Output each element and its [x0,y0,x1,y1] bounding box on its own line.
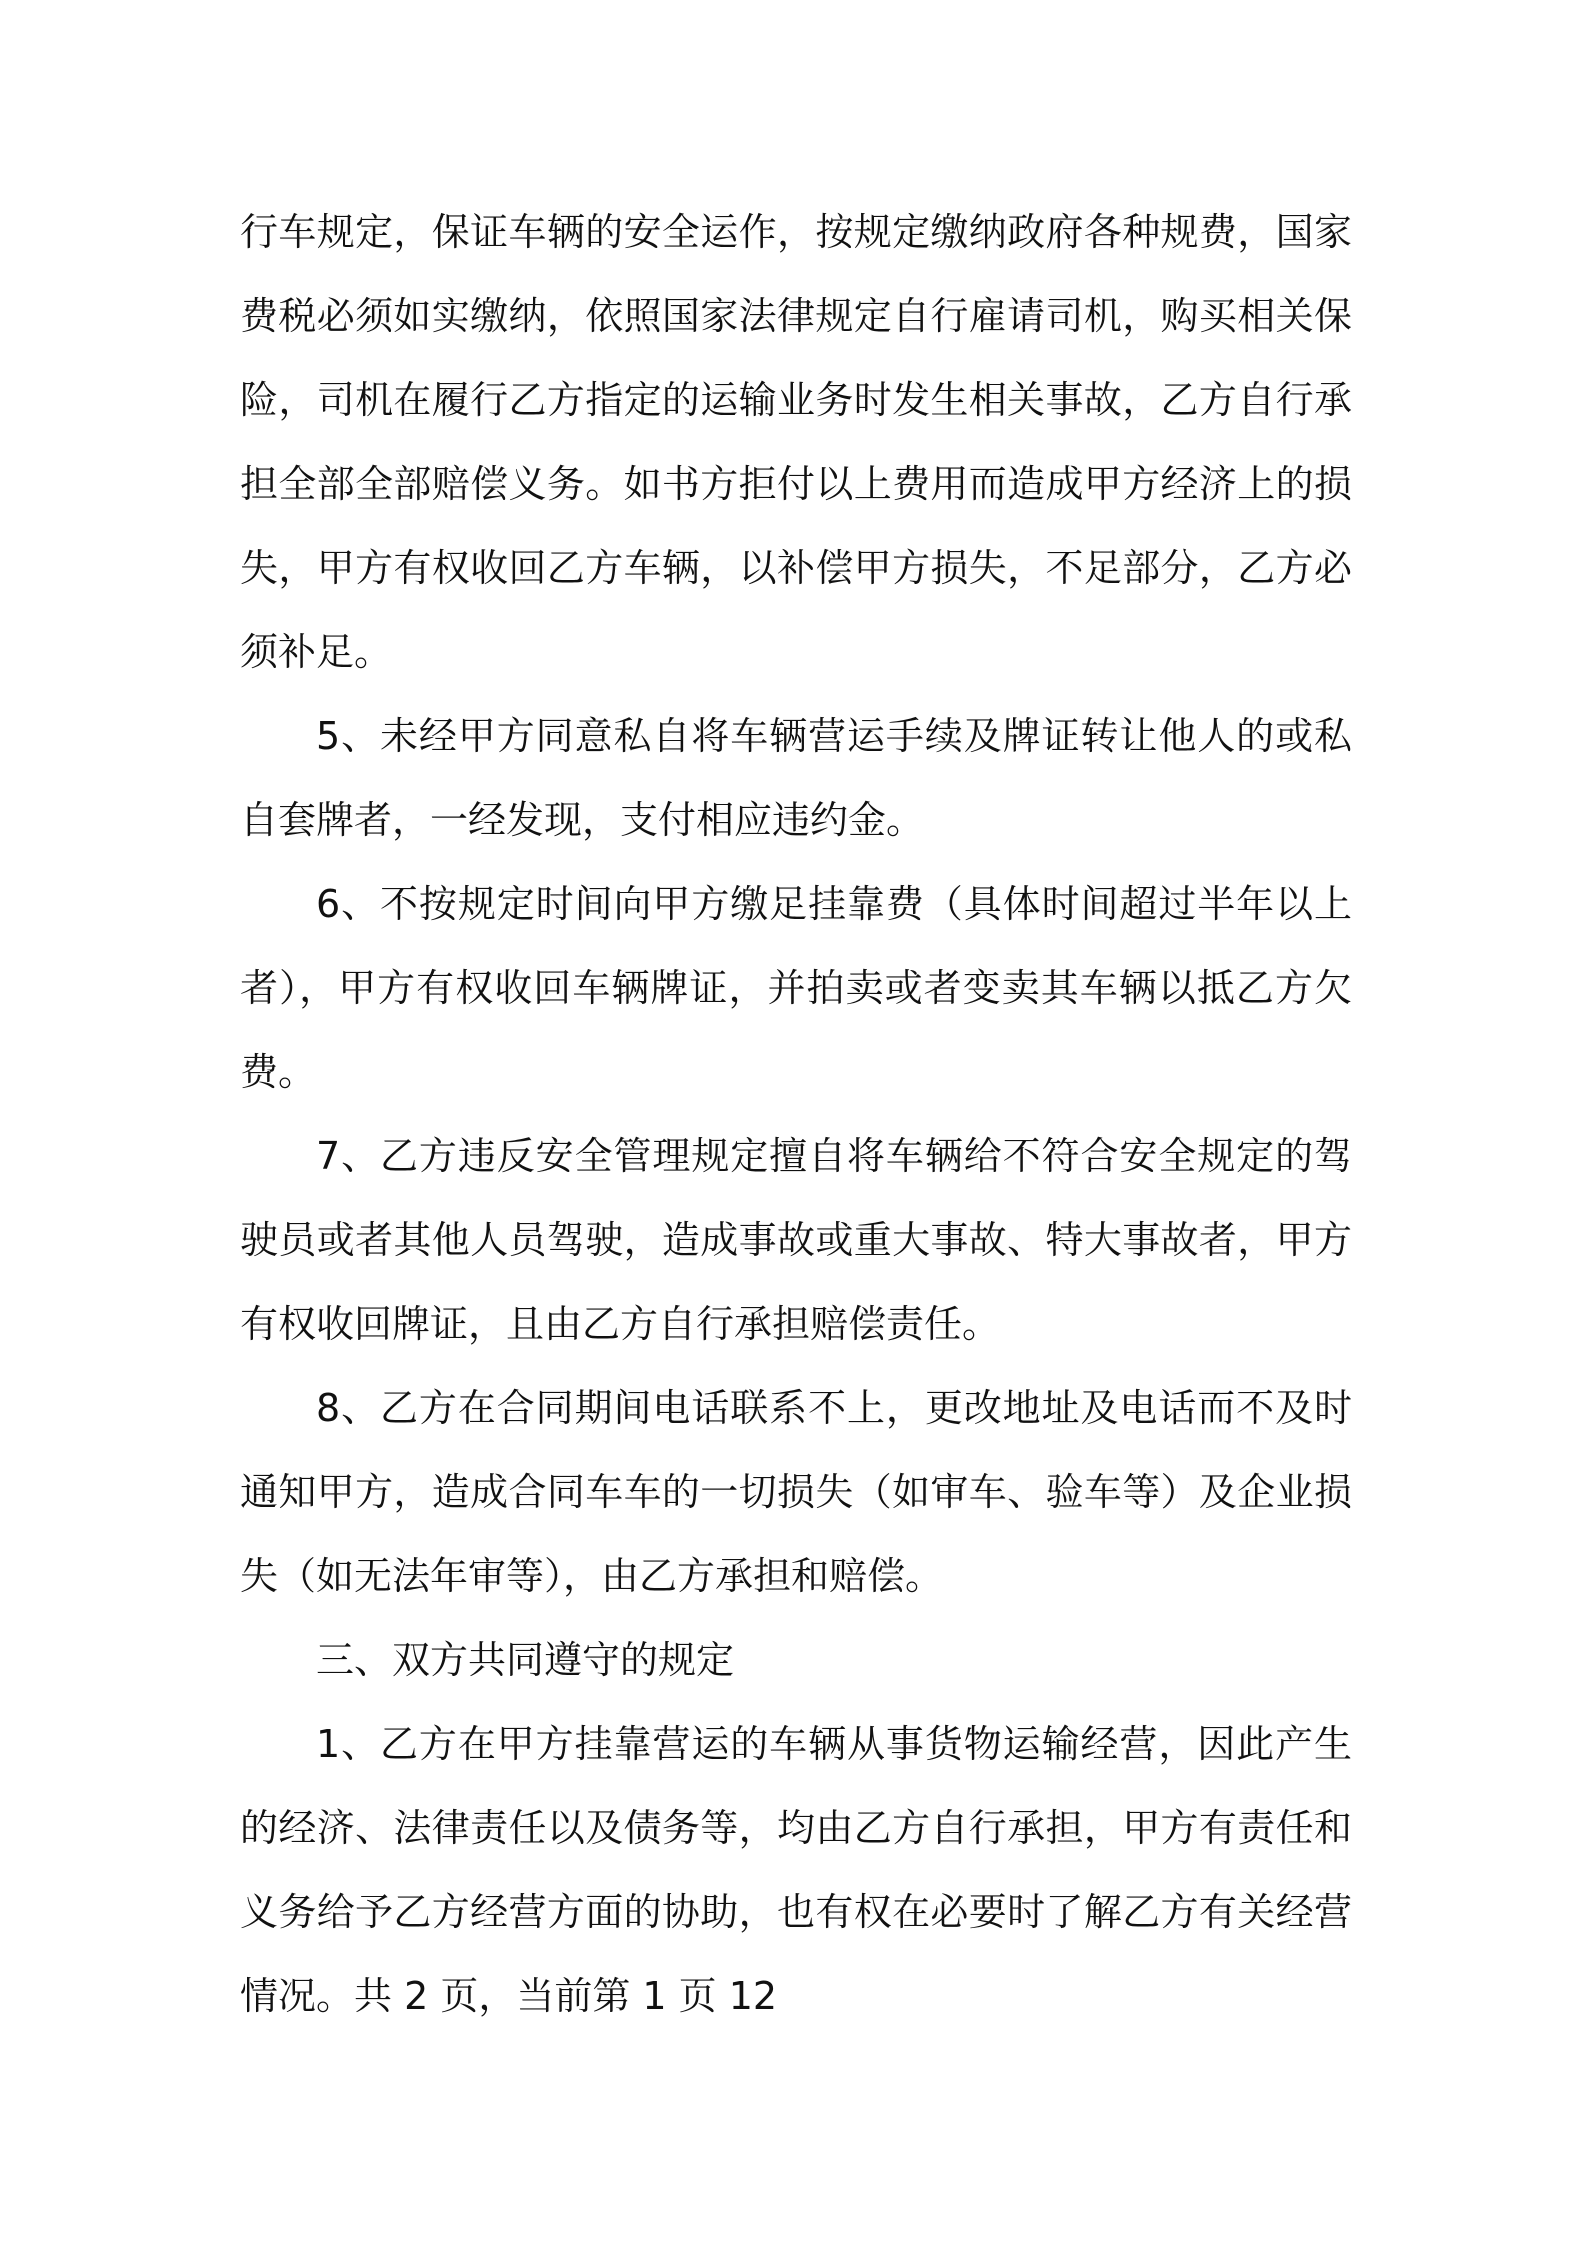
paragraph-clause-6: 6、不按规定时间向甲方缴足挂靠费（具体时间超过半年以上者），甲方有权收回车辆牌证，并拍卖或者变卖其车辆以抵乙方欠费。 [240,882,1352,1094]
document-body [240,190,1352,2038]
paragraph-section3-clause-1: 1、乙方在甲方挂靠营运的车辆从事货物运输经营，因此产生的经济、法律责任以及债务等，均由乙方自行承担，甲方有责任和义务给予乙方经营方面的协助，也有权在必要时了解乙方有关经营情况。共 2 页，当前第 1 页 12 [240,1722,1352,2018]
paragraph-continuation: 行车规定，保证车辆的安全运作，按规定缴纳政府各种规费，国家费税必须如实缴纳，依照国家法律规定自行雇请司机，购买相关保险，司机在履行乙方指定的运输业务时发生相关事故，乙方自行承担全部全部赔偿义务。如书方拒付以上费用而造成甲方经济上的损失，甲方有权收回乙方车辆，以补偿甲方损失，不足部分，乙方必须补足。 [240,210,1352,674]
paragraph-clause-7: 7、乙方违反安全管理规定擅自将车辆给不符合安全规定的驾驶员或者其他人员驾驶，造成事故或重大事故、特大事故者，甲方有权收回牌证，且由乙方自行承担赔偿责任。 [240,1134,1352,1346]
paragraph-clause-5: 5、未经甲方同意私自将车辆营运手续及牌证转让他人的或私自套牌者，一经发现，支付相应违约金。 [240,714,1352,842]
paragraph-clause-8: 8、乙方在合同期间电话联系不上，更改地址及电话而不及时通知甲方，造成合同车车的一切损失（如审车、验车等）及企业损失（如无法年审等），由乙方承担和赔偿。 [240,1386,1352,1598]
section-heading-3: 三、双方共同遵守的规定 [316,1638,735,1682]
